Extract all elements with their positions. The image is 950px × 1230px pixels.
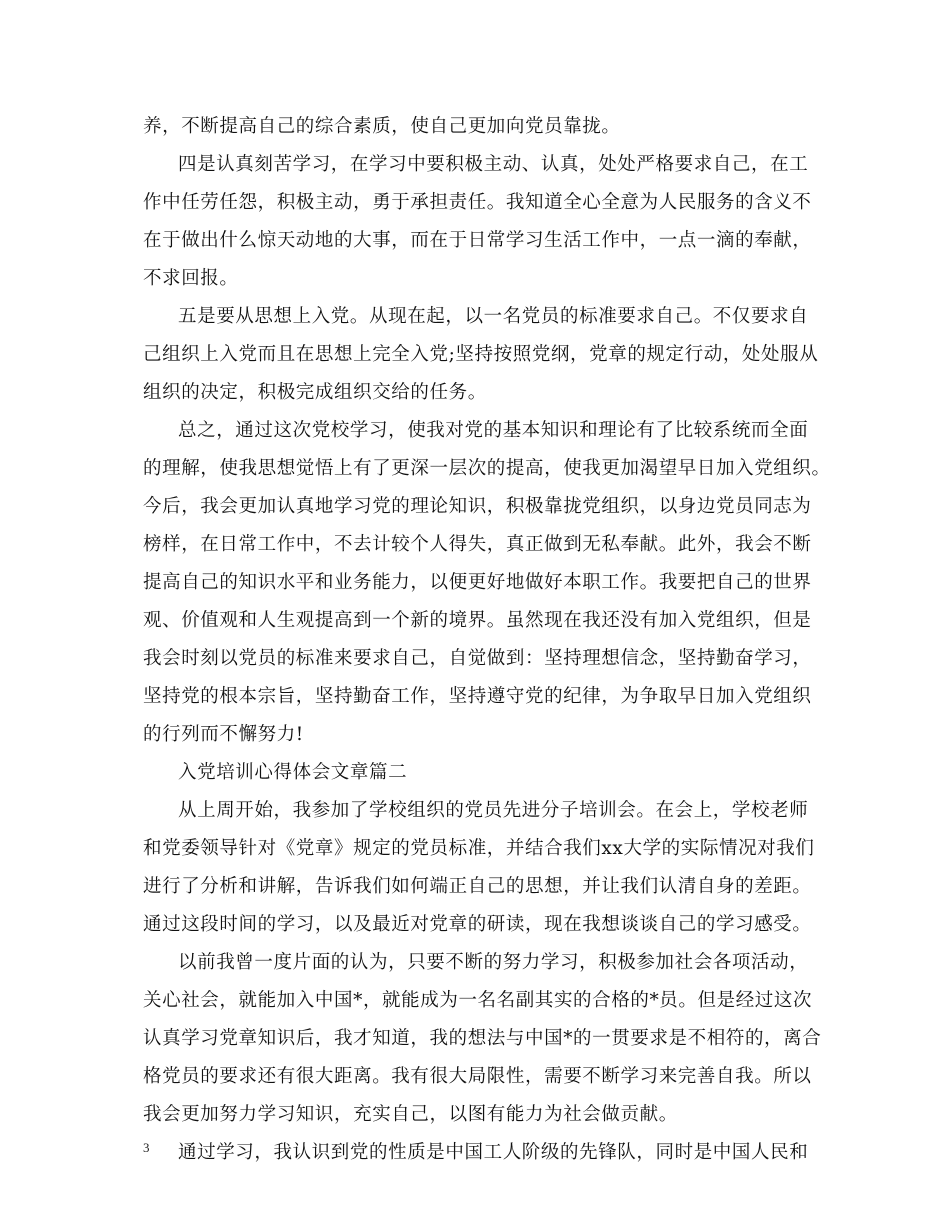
- text-line: 我会更加努力学习知识，充实自己，以图有能力为社会做贡献。: [143, 1104, 678, 1125]
- text-line: 己组织上入党而且在思想上完全入党;坚持按照党纲，党章的规定行动，处处服从: [143, 344, 819, 365]
- text-line: 不求回报。: [143, 268, 239, 289]
- section-heading: 入党培训心得体会文章篇二: [178, 762, 408, 783]
- text-line: 进行了分析和讲解，告诉我们如何端正自己的思想，并让我们认清自身的差距。: [143, 876, 812, 897]
- text-line: 以前我曾一度片面的认为，只要不断的努力学习，积极参加社会各项活动，: [178, 952, 809, 973]
- text-line: 的理解，使我思想觉悟上有了更深一层次的提高，使我更加渴望早日加入党组织。: [143, 458, 831, 479]
- page-number: 3: [143, 1140, 150, 1155]
- text-line: 组织的决定，积极完成组织交给的任务。: [143, 382, 487, 403]
- text-line: 和党委领导针对《党章》规定的党员标准，并结合我们xx大学的实际情况对我们: [143, 838, 815, 859]
- text-line: 认真学习党章知识后，我才知道，我的想法与中国*的一贯要求是不相符的，离合: [143, 1028, 822, 1049]
- text-line: 提高自己的知识水平和业务能力，以便更好地做好本职工作。我要把自己的世界: [143, 572, 812, 593]
- text-line: 五是要从思想上入党。从现在起，以一名党员的标准要求自己。不仅要求自: [178, 306, 809, 327]
- text-line: 我会时刻以党员的标准来要求自己，自觉做到：坚持理想信念，坚持勤奋学习，: [143, 648, 812, 669]
- text-line: 作中任劳任怨，积极主动，勇于承担责任。我知道全心全意为人民服务的含义不: [143, 192, 812, 213]
- text-line: 养，不断提高自己的综合素质，使自己更加向党员靠拢。: [143, 116, 621, 137]
- text-line: 通过学习，我认识到党的性质是中国工人阶级的先锋队，同时是中国人民和: [178, 1142, 809, 1163]
- text-line: 总之，通过这次党校学习，使我对党的基本知识和理论有了比较系统而全面: [178, 420, 809, 441]
- text-line: 今后，我会更加认真地学习党的理论知识，积极靠拢党组织，以身边党员同志为: [143, 496, 812, 517]
- text-line: 的行列而不懈努力!: [143, 724, 304, 745]
- text-line: 榜样，在日常工作中，不去计较个人得失，真正做到无私奉献。此外，我会不断: [143, 534, 812, 555]
- text-line: 从上周开始，我参加了学校组织的党员先进分子培训会。在会上，学校老师: [178, 800, 809, 821]
- text-line: 四是认真刻苦学习，在学习中要积极主动、认真，处处严格要求自己，在工: [178, 154, 809, 175]
- text-line: 格党员的要求还有很大距离。我有很大局限性，需要不断学习来完善自我。所以: [143, 1066, 812, 1087]
- text-line: 在于做出什么惊天动地的大事，而在于日常学习生活工作中，一点一滴的奉献，: [143, 230, 812, 251]
- text-line: 通过这段时间的学习，以及最近对党章的研读，现在我想谈谈自己的学习感受。: [143, 914, 812, 935]
- text-line: 关心社会，就能加入中国*，就能成为一名名副其实的合格的*员。但是经过这次: [143, 990, 813, 1011]
- text-line: 坚持党的根本宗旨，坚持勤奋工作，坚持遵守党的纪律，为争取早日加入党组织: [143, 686, 812, 707]
- text-line: 观、价值观和人生观提高到一个新的境界。虽然现在我还没有加入党组织，但是: [143, 610, 812, 631]
